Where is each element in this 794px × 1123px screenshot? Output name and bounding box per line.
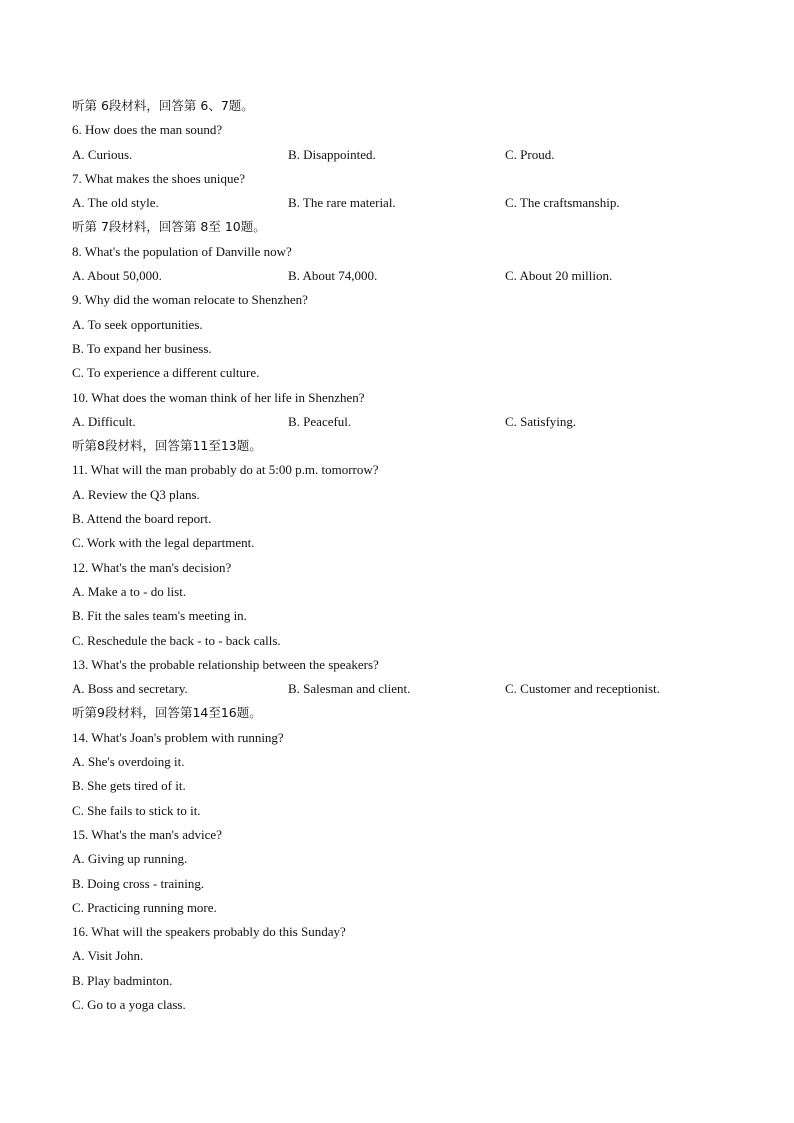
- option-15a: A. Giving up running.: [72, 851, 188, 867]
- option-10a: A. Difficult.: [72, 413, 136, 429]
- question-11: 11. What will the man probably do at 5:00 p.m. tomorrow?: [72, 462, 379, 478]
- options-row-10: [72, 410, 732, 434]
- option-14c: C. She fails to stick to it.: [72, 802, 201, 818]
- option-7b: B. The rare material.: [288, 195, 396, 211]
- listening-section: [72, 94, 732, 1017]
- option-11c: C. Work with the legal department.: [72, 535, 255, 551]
- option-16c: C. Go to a yoga class.: [72, 996, 186, 1012]
- question-13: 13. What's the probable relationship between the speakers?: [72, 656, 379, 672]
- option-6a: A. Curious.: [72, 146, 133, 162]
- option-9b: B. To expand her business.: [72, 340, 212, 356]
- section-heading-9: 听第9段材料，回答第14至16题。: [72, 705, 262, 721]
- option-9c: C. To experience a different culture.: [72, 365, 260, 381]
- option-9a: A. To seek opportunities.: [72, 316, 203, 332]
- option-8c: C. About 20 million.: [505, 268, 613, 284]
- question-14: 14. What's Joan's problem with running?: [72, 729, 284, 745]
- option-13b: B. Salesman and client.: [288, 681, 411, 697]
- option-16a: A. Visit John.: [72, 948, 144, 964]
- option-13a: A. Boss and secretary.: [72, 681, 188, 697]
- section-heading-7: 听第 7段材料，回答第 8至 10题。: [72, 219, 266, 235]
- option-10b: B. Peaceful.: [288, 413, 352, 429]
- option-12b: B. Fit the sales team's meeting in.: [72, 608, 247, 624]
- option-12c: C. Reschedule the back - to - back calls.: [72, 632, 281, 648]
- option-14a: A. She's overdoing it.: [72, 754, 185, 770]
- option-6c: C. Proud.: [505, 146, 555, 162]
- question-7: 7. What makes the shoes unique?: [72, 170, 246, 186]
- question-16: 16. What will the speakers probably do this Sunday?: [72, 924, 346, 940]
- option-15b: B. Doing cross - training.: [72, 875, 205, 891]
- options-row-7: [72, 191, 732, 215]
- option-12a: A. Make a to - do list.: [72, 583, 187, 599]
- option-10c: C. Satisfying.: [505, 413, 577, 429]
- option-13c: C. Customer and receptionist.: [505, 681, 660, 697]
- option-8a: A. About 50,000.: [72, 268, 162, 284]
- question-10: 10. What does the woman think of her life in Shenzhen?: [72, 389, 365, 405]
- question-12: 12. What's the man's decision?: [72, 559, 232, 575]
- option-14b: B. She gets tired of it.: [72, 778, 186, 794]
- section-heading-6: 听第 6段材料，回答第 6、7题。: [72, 98, 254, 113]
- option-7a: A. The old style.: [72, 195, 159, 211]
- option-16b: B. Play badminton.: [72, 972, 173, 988]
- option-8b: B. About 74,000.: [288, 268, 378, 284]
- options-row-13: [72, 677, 732, 701]
- option-11a: A. Review the Q3 plans.: [72, 486, 200, 502]
- section-heading-8: 听第8段材料，回答第11至13题。: [72, 438, 262, 454]
- option-15c: C. Practicing running more.: [72, 899, 217, 915]
- question-9: 9. Why did the woman relocate to Shenzhen?: [72, 292, 308, 308]
- question-8: 8. What's the population of Danville now?: [72, 243, 292, 259]
- option-6b: B. Disappointed.: [288, 146, 376, 162]
- question-6: 6. How does the man sound?: [72, 122, 223, 138]
- option-11b: B. Attend the board report.: [72, 511, 212, 527]
- options-row-8: [72, 264, 732, 288]
- question-15: 15. What's the man's advice?: [72, 826, 222, 842]
- options-row-6: [72, 143, 732, 167]
- option-7c: C. The craftsmanship.: [505, 195, 620, 211]
